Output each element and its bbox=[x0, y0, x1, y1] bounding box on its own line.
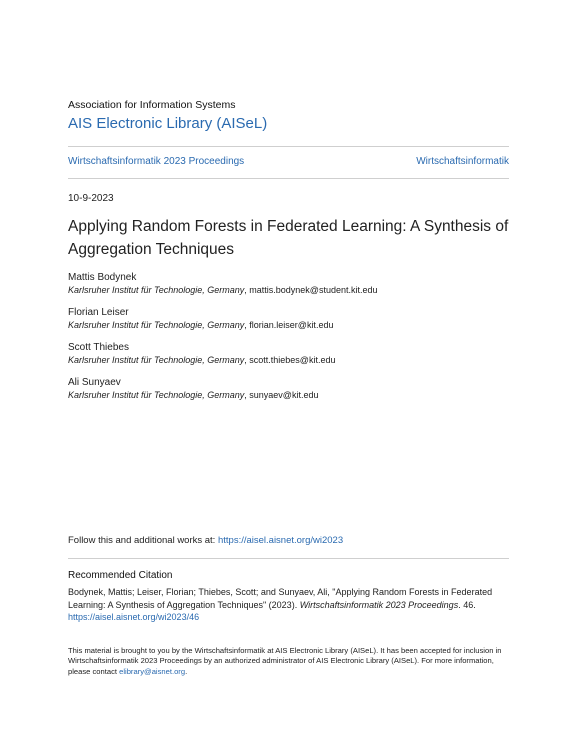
author-name: Florian Leiser bbox=[68, 307, 129, 318]
author-affiliation: Karlsruher Institut für Technologie, Germany, scott.thiebes@kit.edu bbox=[68, 355, 336, 365]
follow-link[interactable]: https://aisel.aisnet.org/wi2023 bbox=[217, 535, 344, 546]
author-affiliation: Karlsruher Institut für Technologie, Germany, mattis.bodynek@student.kit.edu bbox=[68, 285, 378, 295]
author-name: Scott Thiebes bbox=[68, 342, 129, 353]
divider bbox=[68, 146, 509, 147]
series-link[interactable]: Wirtschaftsinformatik bbox=[416, 156, 509, 167]
author-affiliation: Karlsruher Institut für Technologie, Germany, sunyaev@kit.edu bbox=[68, 390, 319, 400]
proceedings-link[interactable]: Wirtschaftsinformatik 2023 Proceedings bbox=[68, 156, 245, 167]
author-entry bbox=[68, 306, 509, 331]
paper-title: Applying Random Forests in Federated Learning: A Synthesis of Aggregation Techniques bbox=[68, 218, 509, 258]
author-affiliation: Karlsruher Institut für Technologie, Germany, florian.leiser@kit.edu bbox=[68, 320, 334, 330]
citation-link[interactable]: https://aisel.aisnet.org/wi2023/46 bbox=[68, 612, 200, 622]
follow-line: Follow this and additional works at: https://aisel.aisnet.org/wi2023 bbox=[68, 535, 344, 546]
citation-text: Bodynek, Mattis; Leiser, Florian; Thiebes, Scott; and Sunyaev, Ali, "Applying Random Forests in Federated Learning: A Synthesis of Aggregation Techniques" (2023). Wirtschaftsinformatik 2023 Proceedings. 46. https://aisel.aisnet.org/wi2023/46 bbox=[68, 587, 493, 622]
footer-note: This material is brought to you by the Wirtschaftsinformatik at AIS Electronic Library (AISeL). It has been accepted for inclusion in Wirtschaftsinformatik 2023 Proceedings by an authorized administrator of AIS Electronic Library (AISeL). For more information, please contact elibrary@aisnet.org. bbox=[68, 646, 502, 676]
organization-name: Association for Information Systems bbox=[68, 99, 236, 111]
library-link[interactable]: AIS Electronic Library (AISeL) bbox=[68, 115, 268, 132]
author-entry bbox=[68, 271, 509, 296]
divider bbox=[68, 178, 509, 179]
author-entry bbox=[68, 376, 509, 401]
divider bbox=[68, 558, 509, 559]
author-name: Ali Sunyaev bbox=[68, 377, 121, 388]
citation-heading: Recommended Citation bbox=[68, 570, 173, 581]
author-entry bbox=[68, 341, 509, 366]
contact-email-link[interactable]: elibrary@aisnet.org bbox=[119, 666, 186, 676]
author-name: Mattis Bodynek bbox=[68, 272, 137, 283]
publication-date: 10-9-2023 bbox=[68, 193, 114, 204]
